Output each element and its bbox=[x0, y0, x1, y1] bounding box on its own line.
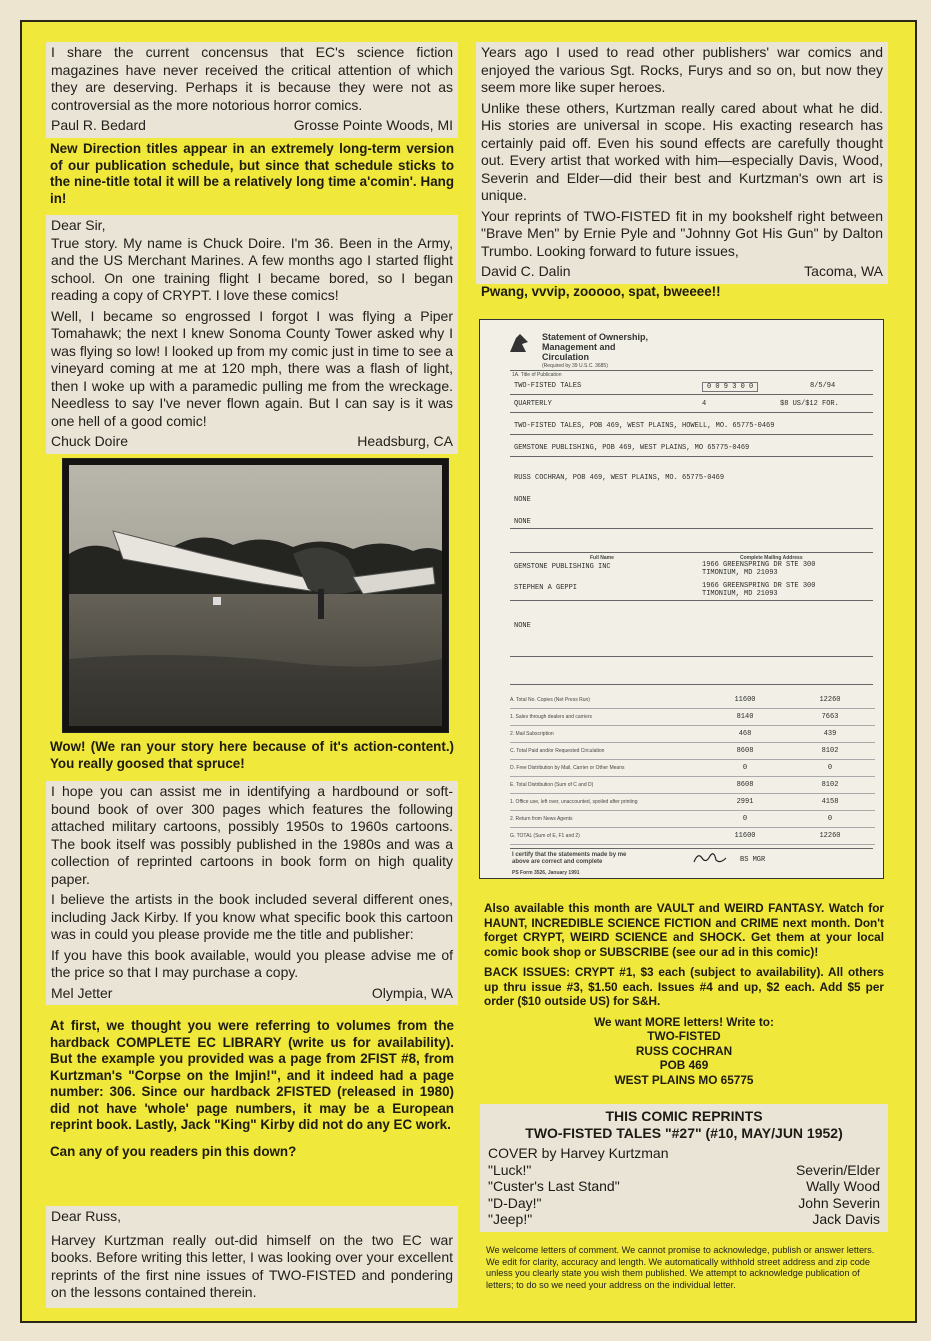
crash-photo bbox=[62, 458, 449, 733]
circulation-row-label: G. TOTAL (Sum of E, F1 and 2) bbox=[510, 833, 580, 839]
circulation-row-label: E. Total Distribution (Sum of C and D) bbox=[510, 782, 594, 788]
circulation-row-label: 2. Mail Subscription bbox=[510, 731, 554, 737]
letter-dalin-location: Tacoma, WA bbox=[804, 263, 883, 279]
circulation-row-single: 12260 bbox=[819, 832, 841, 840]
bondholders: NONE bbox=[514, 622, 531, 630]
reprint-story-row bbox=[488, 1211, 880, 1228]
reprint-story-row bbox=[488, 1162, 880, 1179]
letter-bedard-name: Paul R. Bedard bbox=[51, 117, 146, 133]
form-title-1: Statement of Ownership, bbox=[542, 332, 649, 342]
circulation-row bbox=[510, 743, 875, 760]
reprint-story-title: "Jeep!" bbox=[488, 1211, 533, 1227]
publisher: RUSS COCHRAN, POB 469, WEST PLAINS, MO. 65775-0469 bbox=[514, 474, 725, 482]
circulation-row-average: 8608 bbox=[736, 747, 754, 755]
circulation-row-single: 0 bbox=[827, 815, 833, 823]
back-issues-text: BACK ISSUES: CRYPT #1, $3 each (subject to availability). All others up thru issue #3, $1.50 each. Issues #4 and up, $2 each. Add $5 per order ($10 outside US) for S&H. bbox=[484, 965, 884, 1008]
letter-dalin-salutation: Dear Russ, bbox=[51, 1208, 122, 1224]
pub-title: TWO-FISTED TALES bbox=[514, 382, 582, 390]
certify-text: I certify that the statements made by me above are correct and complete bbox=[512, 852, 627, 865]
editor-reply-3b-text: Can any of you readers pin this down? bbox=[50, 1143, 297, 1159]
letter-jetter-p1: I hope you can assist me in identifying a hardbound or soft-bound book of over 300 pages which features the following attached military cartoons, possibly 1950s to 1960s cartoons. The book itself was possibly published in the 1980s and was a collection of reprinted cartoons in book form on high quality paper. bbox=[51, 783, 453, 887]
reprint-story-artist: Severin/Elder bbox=[795, 1161, 880, 1178]
reprint-story-title: "Luck!" bbox=[488, 1161, 532, 1178]
owner-2-addr2: TIMONIUM, MD 21093 bbox=[702, 590, 778, 598]
announcement-also bbox=[484, 901, 884, 1087]
reprint-heading-1: THIS COMIC REPRINTS bbox=[605, 1108, 763, 1124]
reprint-story-title: "D-Day!" bbox=[488, 1194, 542, 1211]
circulation-row bbox=[510, 794, 875, 811]
owners-addr-header: Complete Mailing Address bbox=[740, 555, 803, 561]
circulation-row-label: 2. Return from News Agents bbox=[510, 816, 573, 822]
owner-1-addr1: 1966 GREENSPRING DR STE 300 bbox=[702, 561, 816, 569]
circulation-row-average: 2991 bbox=[736, 798, 754, 806]
write-to-line-4: POB 469 bbox=[659, 1058, 709, 1072]
frequency: QUARTERLY bbox=[514, 400, 552, 408]
statement-of-ownership-form bbox=[479, 319, 884, 879]
managing-editor: NONE bbox=[514, 518, 531, 526]
reprint-story-row bbox=[488, 1178, 880, 1195]
letter-doire-salutation: Dear Sir, bbox=[51, 217, 106, 233]
write-to-line-3: RUSS COCHRAN bbox=[635, 1043, 733, 1058]
issues-annually: 4 bbox=[702, 400, 707, 408]
letter-jetter-p2: I believe the artists in the book included several different ones, including Jack Kirby. If you know what specific book this cartoon was in could you please provide me the title and publisher: bbox=[51, 891, 453, 942]
editor-reply-4 bbox=[481, 284, 885, 307]
owner-2-name: STEPHEN A GEPPI bbox=[514, 584, 578, 592]
pub-number: 0 0 9 3 0 0 bbox=[702, 382, 758, 392]
editor: NONE bbox=[514, 496, 531, 504]
circulation-table bbox=[510, 692, 875, 845]
owner-1-name: GEMSTONE PUBLISHING INC bbox=[514, 563, 611, 571]
crashed-plane-photo bbox=[63, 459, 448, 732]
letter-doire-p2: Well, I became so engrossed I forgot I was flying a Piper Tomahawk; the next I knew Sonoma County Tower asked why I was flying so low! I looked up from my comic just in time to see a vineyard coming at me at 120 mph, there was a flash of light, then I woke up with a paramedic pulling me from the wreckage. Needless to say I've never flown again. But I can say is it was one hell of a good comic! bbox=[51, 307, 453, 429]
circulation-row-single: 7663 bbox=[821, 713, 839, 721]
disclaimer bbox=[486, 1245, 886, 1291]
postal-eagle-icon bbox=[508, 332, 530, 356]
circulation-row bbox=[510, 828, 875, 845]
editor-reply-1-text: New Direction titles appear in an extremely long-term version of our publication schedule, but since that schedule sticks to the nine-title total it will be a relatively long time a'comin'. Hang in! bbox=[50, 141, 454, 206]
circulation-row-label: 1. Office use, left over, unaccounted, spoiled after printing bbox=[510, 799, 638, 805]
form-title-3: Circulation bbox=[542, 352, 590, 362]
circulation-row bbox=[510, 709, 875, 726]
owner-1-addr2: TIMONIUM, MD 21093 bbox=[702, 569, 778, 577]
reprint-stories bbox=[488, 1162, 880, 1228]
reprint-story-title: "Custer's Last Stand" bbox=[488, 1178, 620, 1194]
circulation-row-single: 8102 bbox=[821, 747, 839, 755]
subscription-price: $8 US/$12 FOR. bbox=[780, 400, 839, 408]
announcement-also-text: Also available this month are VAULT and WEIRD FANTASY. Watch for HAUNT, INCREDIBLE SCIENCE FICTION and CRIME next month. Don't forget CRYPT, WEIRD SCIENCE and SHOCK. Get them at your local comic book shop or SUBSCRIBE (see our ad in this comic)! bbox=[484, 901, 884, 959]
circulation-row-average: 0 bbox=[742, 815, 748, 823]
circulation-row-single: 8102 bbox=[821, 781, 839, 789]
letter-jetter-p3: If you have this book available, would you please advise me of the price so that I may purchase a copy. bbox=[51, 946, 453, 980]
letter-dalin-p1: Harvey Kurtzman really out-did himself on the two EC war books. Before writing this letter, I was looking over your excellent reprints of the first nine issues of TWO-FISTED and pondering on the lessons contained therein. bbox=[51, 1231, 453, 1300]
circulation-row-single: 4158 bbox=[821, 798, 839, 806]
letter-bedard bbox=[46, 42, 458, 138]
editor-reply-3-text: At first, we thought you were referring to volumes from the hardback COMPLETE EC LIBRARY (write us for availability). But the example you provided was a page from 2FIST #8, from Kurtzman's "Corpse on the Imjin!", and it indeed had a page number: 306. Since our hardback 2FISTED (released in 1980) did not have 'whole' page numbers, it may be a European reprint book. Lastly, Jack "King" Kirby did not do any EC work. bbox=[50, 1018, 454, 1132]
letter-bedard-location: Grosse Pointe Woods, MI bbox=[293, 117, 453, 133]
letter-doire-p1: True story. My name is Chuck Doire. I'm 36. Been in the Army, and the US Merchant Marines. A few months ago I started flight school. On one training flight I became bored, so I began reading a copy of CRYPT. I love these comics! bbox=[51, 234, 453, 303]
signature-icon bbox=[692, 850, 728, 866]
reprint-story-artist: Wally Wood bbox=[806, 1178, 880, 1194]
circulation-row-single: 12260 bbox=[819, 696, 841, 704]
disclaimer-text: We welcome letters of comment. We cannot promise to acknowledge, publish or answer letters. We edit for clarity, accuracy and length. We automatically withhold street address and zip code unless you clearly state you wish them published. We attempt to acknowledge publication of letters; to do so we need your address on the individual letter. bbox=[486, 1245, 875, 1290]
reprint-cover: COVER by Harvey Kurtzman bbox=[488, 1145, 669, 1161]
letter-bedard-body: I share the current concensus that EC's science fiction magazines have never received the critical attention of which they are deserving. Perhaps it is because they were not as controversial as the more notorious horror comics. bbox=[51, 44, 453, 113]
write-to-block bbox=[484, 1015, 884, 1088]
form-title-2: Management and bbox=[542, 342, 616, 352]
circulation-row bbox=[510, 726, 875, 743]
editor-reply-4-text: Pwang, vvvip, zooooo, spat, bweeee!! bbox=[481, 284, 721, 299]
signer-title: BS MGR bbox=[740, 856, 766, 864]
circulation-row-average: 8608 bbox=[736, 781, 754, 789]
letter-dalin-p3: Unlike these others, Kurtzman really cared about what he did. His stories are universal in scope. His exacting research has certainly paid off. Even his sound effects are carefully thought out. Every artist that worked with him—especially Davis, Wood, Severin and Elder—did their best and Kurtzman's own art is unique. bbox=[481, 99, 883, 203]
letter-doire bbox=[46, 215, 458, 454]
circulation-row-average: 8140 bbox=[736, 713, 754, 721]
reprint-box bbox=[480, 1104, 888, 1232]
reprint-story-row bbox=[488, 1195, 880, 1212]
letter-doire-location: Headsburg, CA bbox=[357, 433, 453, 449]
letter-jetter-name: Mel Jetter bbox=[51, 984, 113, 1001]
letter-doire-name: Chuck Doire bbox=[51, 433, 129, 449]
editor-reply-2-text: Wow! (We ran your story here because of it's action-content.) You really goosed that spruce! bbox=[50, 739, 454, 771]
circulation-row-average: 11600 bbox=[734, 832, 756, 840]
hq-address: GEMSTONE PUBLISHING, POB 469, WEST PLAINS, MO 65775-0469 bbox=[514, 444, 750, 452]
office-address: TWO-FISTED TALES, POB 469, WEST PLAINS, HOWELL, MO. 65775-0469 bbox=[514, 422, 775, 430]
filing-date: 8/5/94 bbox=[810, 382, 836, 390]
form-required: (Required by 39 U.S.C. 3685) bbox=[542, 363, 608, 369]
pub-title-label: 1A. Title of Publication bbox=[512, 372, 562, 378]
reprint-story-artist: Jack Davis bbox=[812, 1211, 880, 1227]
letter-dalin-p2: Years ago I used to read other publishers' war comics and enjoyed the various Sgt. Rocks, Furys and so on, but now they seem more like super heroes. bbox=[481, 44, 883, 95]
circulation-row bbox=[510, 777, 875, 794]
circulation-row-label: D. Free Distribution by Mail, Carrier or Other Means bbox=[510, 765, 625, 771]
letter-dalin-start bbox=[46, 1206, 458, 1308]
write-to-line-2: TWO-FISTED bbox=[647, 1029, 721, 1043]
letter-jetter-location: Olympia, WA bbox=[371, 984, 453, 1001]
circulation-row-label: 1. Sales through dealers and carriers bbox=[510, 714, 592, 720]
circulation-row-average: 11600 bbox=[734, 696, 756, 704]
circulation-row bbox=[510, 760, 875, 777]
editor-reply-2 bbox=[50, 739, 454, 778]
circulation-row bbox=[510, 811, 875, 828]
reprint-heading-2: TWO-FISTED TALES "#27" (#10, MAY/JUN 1952) bbox=[525, 1124, 843, 1141]
editor-reply-3 bbox=[50, 1018, 454, 1166]
write-to-line-1: We want MORE letters! Write to: bbox=[594, 1014, 774, 1029]
circulation-row-single: 0 bbox=[827, 764, 833, 772]
circulation-row-average: 468 bbox=[738, 730, 752, 738]
circulation-row-single: 439 bbox=[823, 730, 837, 738]
letter-dalin-name: David C. Dalin bbox=[481, 263, 571, 279]
letter-jetter bbox=[46, 781, 458, 1005]
circulation-row-label: C. Total Paid and/or Requested Circulation bbox=[510, 748, 605, 754]
editor-reply-1 bbox=[50, 141, 454, 213]
letter-dalin-cont bbox=[476, 42, 888, 284]
form-number: PS Form 3526, January 1991 bbox=[512, 870, 580, 876]
reprint-story-artist: John Severin bbox=[798, 1194, 880, 1211]
circulation-row-average: 0 bbox=[742, 764, 748, 772]
write-to-line-5: WEST PLAINS MO 65775 bbox=[614, 1072, 754, 1087]
letter-dalin-p4: Your reprints of TWO-FISTED fit in my bookshelf right between "Brave Men" by Ernie Pyle and "Johnny Got His Gun" by Dalton Trumbo. Looking forward to future issues, bbox=[481, 207, 883, 259]
circulation-row bbox=[510, 692, 875, 709]
circulation-row-label: A. Total No. Copies (Net Press Run) bbox=[510, 697, 590, 703]
owners-name-header: Full Name bbox=[590, 555, 614, 561]
owner-2-addr1: 1966 GREENSPRING DR STE 300 bbox=[702, 582, 816, 590]
